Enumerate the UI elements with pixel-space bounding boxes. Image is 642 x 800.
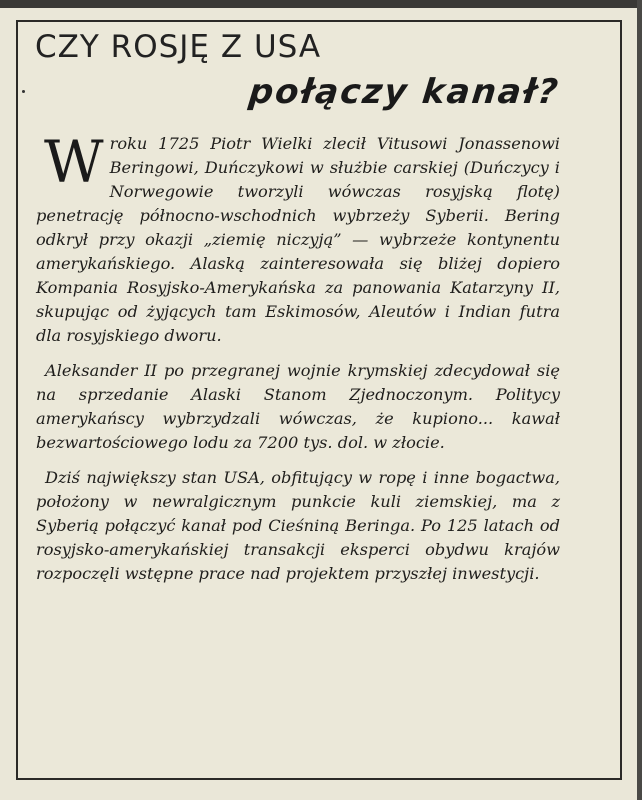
article-body: [36, 128, 560, 597]
paragraph-1-text: roku 1725 Piotr Wielki zlecił Vitusowi Jonassenowi Beringowi, Duńczykowi w służbie carskiej (Duńczycy i Norwegowie tworzyli wówczas rosyjską flotę) penetrację północno-wschodnich wybrzeży Syberii. Bering odkrył przy okazji „ziemię niczyją” — wybrzeże kontynentu amerykańskiego. Alaską zainteresowała się bliżej dopiero Kompania Rosyjsko-Amerykańska za panowania Katarzyny II, skupując od żyjących tam Eskimosów, Aleutów i Indian futra dla rosyjskiego dworu.: [36, 134, 560, 345]
page-top-edge: [0, 0, 642, 8]
headline-line-2: połączy kanał?: [247, 72, 563, 112]
headline-line-1: CZY ROSJĘ Z USA: [35, 29, 322, 65]
print-speck: [22, 90, 25, 93]
paragraph-3: Dziś największy stan USA, obfitujący w ropę i inne bogactwa, położony w newralgicznym punkcie kuli ziemskiej, ma z Syberią połączyć kanał pod Cieśniną Beringa. Po 125 latach od rosyjsko-amerykańskiej transakcji eksperci obydwu krajów rozpoczęli wstępne prace nad projektem przyszłej inwestycji.: [36, 468, 560, 583]
paragraph-2: Aleksander II po przegranej wojnie krymskiej zdecydował się na sprzedanie Alaski Stanom Zjednoczonym. Politycy amerykańscy wybrzydzali wówczas, że kupiono... kawał bezwartościowego lodu za 7200 tys. dol. w złocie.: [36, 361, 560, 452]
paragraph-1: [36, 128, 560, 348]
drop-cap: W: [44, 128, 104, 196]
page-right-edge: [637, 0, 642, 800]
